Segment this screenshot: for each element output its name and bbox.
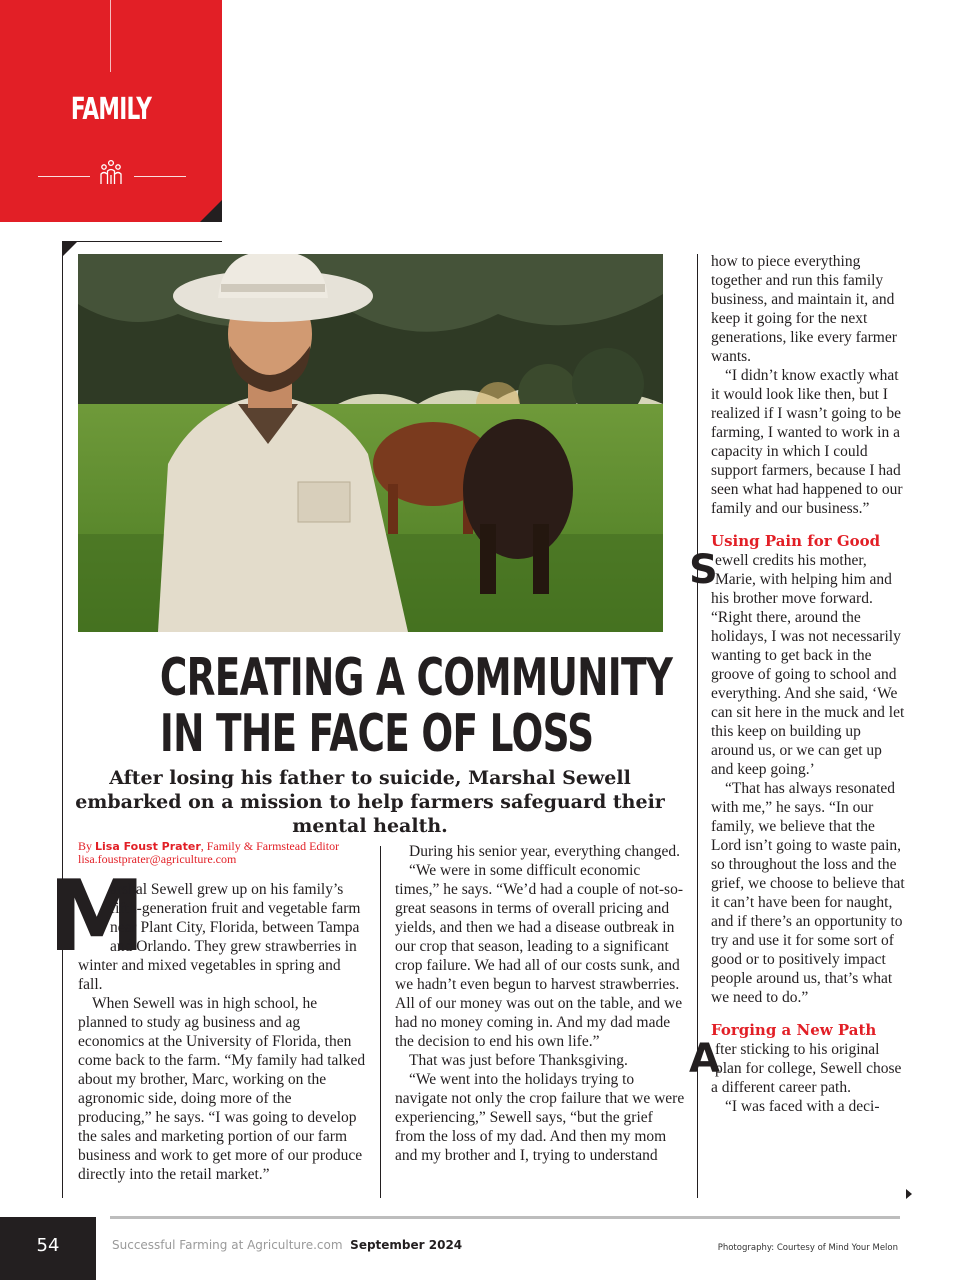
byline-prefix: By [78, 839, 96, 853]
paragraph: A fter sticking to his original plan for college, Sewell chose a different career path. [689, 1036, 902, 1096]
hero-photo [78, 254, 663, 632]
section-label: FAMILY [70, 92, 152, 127]
subhead-using-pain: Using Pain for Good [711, 532, 881, 550]
drop-cap: A [689, 1036, 720, 1082]
frame-top-line [62, 241, 222, 242]
paragraph: When Sewell was in high school, he planned to study ag business and ag economics at the University of Florida, then come back to the farm. “My family had talked about my brother, Marc, working on the agronomic side, doing more of the producing,” he says. “I was going to develop the sales and marketing portion of our farm business and work to get more of our produce directly into the retail market.” [78, 995, 366, 1183]
article-column-1 [48, 860, 366, 1184]
paragraph: how to piece everything together and run this family business, and maintain it, and keep it going for the next generations, like every farmer wants. [711, 253, 897, 365]
issue-date: September 2024 [350, 1238, 463, 1252]
frame-corner [62, 241, 78, 257]
subhead-forging-path: Forging a New Path [711, 1021, 877, 1039]
paragraph: “I didn’t know exactly what it would look like then, but I realized if I wasn’t going to be farming, I wanted to work in a capacity in which I could support farmers, because I had seen what had happened to our family and our business.” [711, 367, 903, 517]
paragraph: S ewell credits his mother, Marie, with helping him and his brother move forward. “Right there, around the holidays, I was not necessarily wanting to get back in the groove of going to school and everything. And she said, ‘We can sit here in the muck and let this keep on building up around us, or we can get up and keep going.’ [689, 547, 905, 778]
tab-rule-right [134, 176, 186, 177]
tab-divider-line [110, 0, 111, 72]
byline-email[interactable]: lisa.foustprater@agriculture.com [78, 852, 237, 866]
byline-title: , Family & Farmstead Editor [200, 839, 340, 853]
drop-cap: M [48, 860, 146, 974]
continue-arrow-icon [906, 1189, 912, 1199]
tab-corner [200, 200, 222, 222]
paragraph: “That has always resonated with me,” he says. “In our family, we believe that the Lord isn’t going to waste pain, so throughout the loss and the grief, we choose to believe that it can’t have been for naught, and if there’s an opportunity to try and use it for some sort of good or to positively impact people around us, that’s what we need to do.” [711, 780, 905, 1006]
article-column-3 [689, 252, 907, 1116]
footer-publication [112, 1238, 462, 1252]
drop-cap: S [689, 547, 718, 593]
photo-credit: Photography: Courtesy of Mind Your Melon [717, 1243, 898, 1253]
paragraph: “We were in some difficult economic times,” he says. “We’d had a couple of not-so-great seasons in terms of overall pricing and yields, and then we had a disease outbreak in our crop that season, leading to a significant crop failure. We had all of our costs sunk, and we hadn’t even begun to harvest strawberries. All of our money was out on the table, and we had no money coming in. And my dad made the decision to end his own life.” [395, 862, 683, 1050]
article-column-2 [395, 842, 685, 1165]
paragraph: During his senior year, everything changed. [409, 843, 680, 860]
footer-rule [110, 1216, 900, 1219]
paragraph: That was just before Thanksgiving. [409, 1052, 628, 1069]
section-tab [0, 0, 222, 222]
headline-line-2: IN THE FACE OF LOSS [159, 704, 594, 764]
tab-rule-left [38, 176, 90, 177]
column-rule-2 [380, 846, 381, 1198]
publication-name: Successful Farming at Agriculture.com [112, 1238, 343, 1252]
paragraph: M arshal Sewell grew up on his family’s fifth-generation fruit and vegetable farm near Plant City, Florida, between Tampa and Orlando. They grew strawberries in winter and mixed vegetables in spring and fall. [48, 860, 361, 993]
family-icon [97, 158, 125, 186]
page-number: 54 [0, 1217, 96, 1280]
headline [78, 648, 673, 764]
frame-left-line [62, 241, 63, 1198]
dek: After losing his father to suicide, Marshal Sewell embarked on a mission to help farmers safeguard their mental health. [75, 767, 665, 837]
byline-author: Lisa Foust Prater [95, 840, 201, 853]
paragraph: “I was faced with a deci- [725, 1098, 880, 1115]
paragraph: “We went into the holidays trying to navigate not only the crop failure that we were experiencing,” Sewell says, “but the grief from the loss of my dad. And then my mom and my brother and I, trying to understand [395, 1071, 685, 1164]
headline-line-1: CREATING A COMMUNITY [159, 648, 673, 708]
